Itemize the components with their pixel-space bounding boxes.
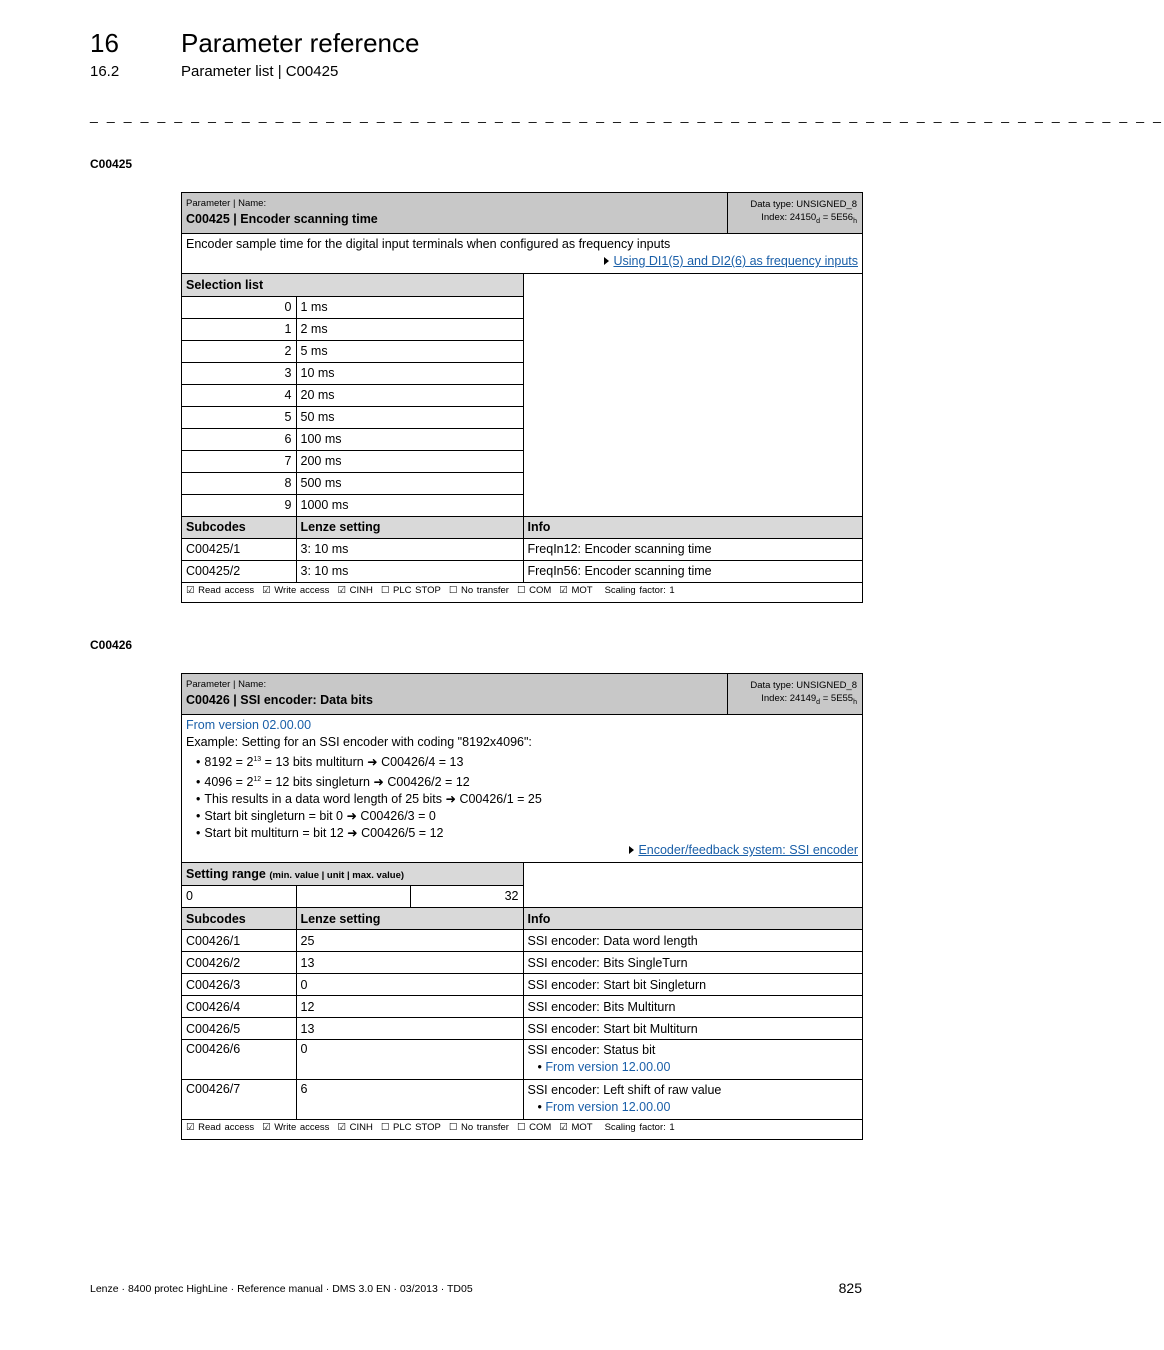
anchor-c00425: C00425	[90, 157, 133, 171]
subcode-row: C00425/1 3: 10 ms FreqIn12: Encoder scanning time	[182, 538, 862, 560]
data-type: Data type: UNSIGNED_8	[750, 680, 857, 691]
param-label: Parameter | Name:	[186, 198, 267, 209]
parameter-table-c00426	[181, 673, 863, 1140]
subcode-row: C00425/2 3: 10 ms FreqIn56: Encoder scanning time	[182, 560, 862, 582]
param-header	[182, 193, 862, 234]
anchor-c00426: C00426	[90, 638, 133, 652]
subcode-row: C00426/7 6 SSI encoder: Left shift of raw value • From version 12.00.00	[182, 1080, 862, 1120]
example-bullets	[186, 751, 858, 842]
subcode-row: C00426/2 13 SSI encoder: Bits SingleTurn	[182, 952, 862, 974]
header-separator: _ _ _ _ _ _ _ _ _ _ _ _ _ _ _ _ _ _ _ _ _ _ _ _ _ _ _ _ _ _ _ _ _ _ _ _ _ _ _ _ _ _ _ _ _ _ _ _ _ _ _ _ _ _ _ _ _ _ _ _ _ _ _ _	[90, 107, 1164, 123]
index: Index: $24149_d = 5E55_h$	[761, 693, 857, 706]
selection-row: 8 500 ms	[182, 472, 862, 494]
list-item: • $4096 = 2^{12} = 12$ bits singleturn ➜ C00426/2 = 12	[196, 771, 858, 791]
example-text: Example: Setting for an SSI encoder with coding "8192x4096":	[186, 735, 532, 749]
range-empty-area	[523, 863, 862, 907]
parameter-table-c00425	[181, 192, 863, 603]
triangle-right-icon	[604, 257, 609, 265]
param-name: C00426 | SSI encoder: Data bits	[186, 693, 373, 707]
access-footer: ☑ Read access ☑ Write access ☑ CINH ☐ PLC STOP ☐ No transfer ☐ COM ☑ MOT Scaling factor: 1	[186, 1122, 675, 1134]
selection-row: 3 10 ms	[182, 362, 862, 384]
subcode-row: C00426/5 13 SSI encoder: Start bit Multiturn	[182, 1018, 862, 1040]
subcode-row: C00426/3 0 SSI encoder: Start bit Singleturn	[182, 974, 862, 996]
selection-header: Selection list	[182, 274, 523, 296]
triangle-right-icon	[629, 846, 634, 854]
range-unit	[296, 885, 410, 907]
selection-row: 9 1000 ms	[182, 494, 862, 516]
selection-row: 2 5 ms	[182, 340, 862, 362]
range-min: 0	[182, 885, 296, 907]
chapter-title: Parameter reference	[181, 28, 420, 58]
index: Index: $24150_d = 5E56_h$	[761, 212, 857, 225]
data-type-box	[727, 193, 862, 233]
list-item: • $8192 = 2^{13} = 13$ bits multiturn ➜ C00426/4 = 13	[196, 751, 858, 771]
range-max: 32	[410, 885, 523, 907]
data-type-box	[727, 674, 862, 714]
selection-row: 6 100 ms	[182, 428, 862, 450]
chapter-number: 16	[90, 28, 119, 58]
selection-table	[182, 274, 862, 583]
param-description	[182, 234, 862, 274]
selection-row: 1 2 ms	[182, 318, 862, 340]
param-description	[182, 715, 862, 863]
link-ssi-encoder[interactable]: Encoder/feedback system: SSI encoder	[638, 843, 858, 858]
param-header	[182, 674, 862, 715]
subcodes-table	[182, 908, 862, 1121]
version-note: From version 12.00.00	[545, 1060, 671, 1075]
subcode-row: C00426/4 12 SSI encoder: Bits Multiturn	[182, 996, 862, 1018]
page-number: 825	[838, 1280, 862, 1296]
data-type: Data type: UNSIGNED_8	[750, 199, 857, 210]
list-item: • Start bit singleturn = bit 0 ➜ C00426/3 = 0	[196, 808, 858, 825]
link-frequency-inputs[interactable]: Using DI1(5) and DI2(6) as frequency inputs	[613, 254, 858, 268]
description-text: Encoder sample time for the digital input terminals when configured as frequency inputs	[186, 237, 671, 251]
param-name: C00425 | Encoder scanning time	[186, 212, 378, 226]
list-item: • Start bit multiturn = bit 12 ➜ C00426/5 = 12	[196, 825, 858, 842]
version-note: From version 12.00.00	[545, 1100, 671, 1115]
param-label: Parameter | Name:	[186, 679, 267, 690]
section-number: 16.2	[90, 63, 120, 80]
subcodes-header-row: Subcodes Lenze setting Info	[182, 908, 862, 930]
selection-row: 7 200 ms	[182, 450, 862, 472]
version-note: From version 02.00.00	[186, 718, 312, 732]
selection-empty-area	[523, 274, 862, 516]
range-header: Setting range (min. value | unit | max. value)	[182, 863, 523, 885]
subcode-row: C00426/6 0 SSI encoder: Status bit • From version 12.00.00	[182, 1040, 862, 1080]
selection-row: 0 1 ms	[182, 296, 862, 318]
range-table	[182, 863, 862, 908]
selection-row: 4 20 ms	[182, 384, 862, 406]
list-item: • This results in a data word length of 25 bits ➜ C00426/1 = 25	[196, 791, 858, 808]
subcode-row: C00426/1 25 SSI encoder: Data word length	[182, 930, 862, 952]
section-title: Parameter list | C00425	[181, 63, 339, 80]
selection-row: 5 50 ms	[182, 406, 862, 428]
access-footer: ☑ Read access ☑ Write access ☑ CINH ☐ PLC STOP ☐ No transfer ☐ COM ☑ MOT Scaling factor: 1	[186, 584, 675, 596]
subcodes-header-row: Subcodes Lenze setting Info	[182, 516, 862, 538]
footer-text: Lenze · 8400 protec HighLine · Reference manual · DMS 3.0 EN · 03/2013 · TD05	[90, 1283, 473, 1295]
